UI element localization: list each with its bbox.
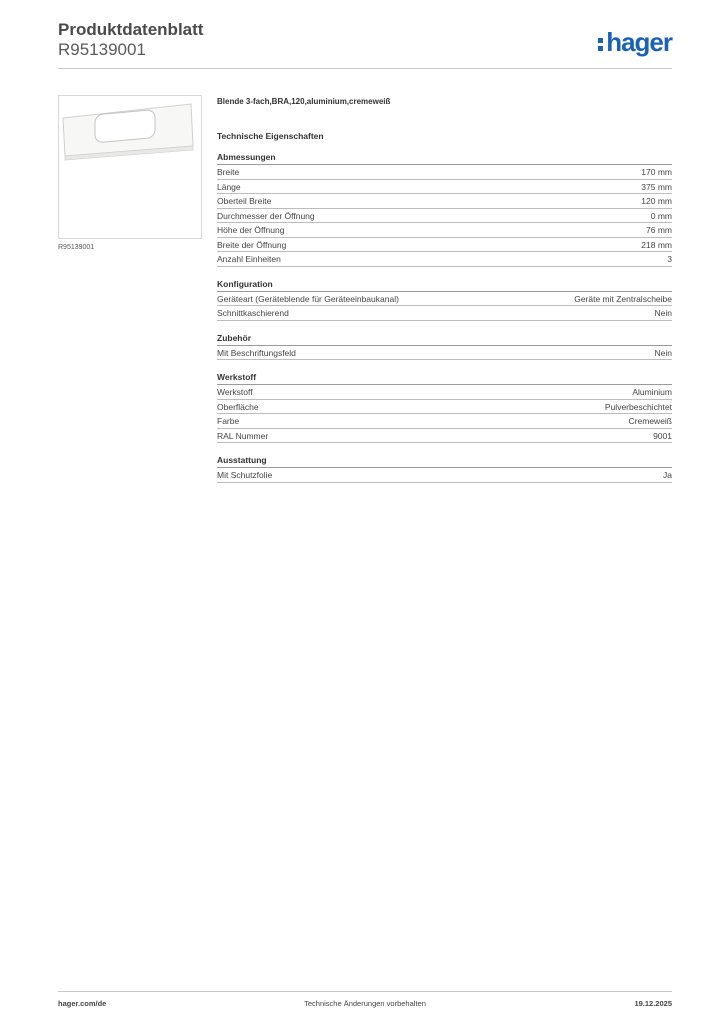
property-value: 9001 [653,430,672,441]
group-heading: Konfiguration [217,277,672,292]
property-value: 0 mm [650,210,672,221]
property-value: 3 [667,254,672,264]
property-row [217,400,672,415]
hager-logo [598,28,672,56]
property-value: 76 mm [646,225,672,235]
property-row [217,209,672,224]
property-row [217,223,672,238]
image-caption: R95139001 [58,244,95,251]
property-value: Nein [654,308,672,318]
document-title: Produktdatenblatt [58,20,204,39]
property-row [217,252,672,267]
property-value: 375 mm [641,181,672,192]
footer-disclaimer: Technische Änderungen vorbehalten [304,999,426,1008]
property-label: RAL Nummer [217,430,269,441]
product-title: Blende 3-fach,BRA,120,aluminium,cremeweiß [217,97,391,106]
property-label: Geräteart (Geräteblende für Geräteeinbaukanal) [217,293,399,304]
property-groups [217,150,672,483]
property-label: Oberfläche [217,401,259,412]
product-image [58,95,202,239]
property-row [217,165,672,180]
cover-plate-illustration [59,96,201,238]
property-row [217,306,672,321]
property-value: Cremeweiß [628,416,672,426]
footer-divider [58,991,672,992]
property-value: Pulverbeschichtet [604,401,672,412]
group-heading: Zubehör [217,331,672,346]
property-label: Breite [217,167,240,177]
property-row [217,429,672,444]
product-number: R95139001 [58,40,146,59]
property-group [217,331,672,361]
property-label: Durchmesser der Öffnung [217,210,315,221]
section-heading: Technische Eigenschaften [217,131,324,141]
property-value: 120 mm [641,196,672,206]
property-value: Geräte mit Zentralscheibe [574,293,672,304]
property-label: Anzahl Einheiten [217,254,281,264]
property-label: Mit Beschriftungsfeld [217,347,296,358]
property-group [217,370,672,443]
logo-dots-icon [598,35,604,54]
property-value: Ja [663,470,672,480]
property-row [217,194,672,209]
property-label: Schnittkaschierend [217,308,289,318]
property-value: 170 mm [641,167,672,177]
property-label: Länge [217,181,241,192]
property-label: Mit Schutzfolie [217,470,273,480]
property-row [217,180,672,195]
property-group [217,277,672,321]
property-value: Aluminium [632,387,672,397]
group-heading: Abmessungen [217,150,672,165]
logo-text: hager [606,27,672,57]
header-divider [58,68,672,69]
property-row [217,238,672,253]
property-row [217,346,672,361]
property-label: Oberteil Breite [217,196,272,206]
footer-date: 19.12.2025 [634,999,672,1008]
property-row [217,468,672,483]
footer-website[interactable]: hager.com/de [58,999,107,1008]
product-details [217,96,672,483]
property-label: Werkstoff [217,387,253,397]
document-header [58,20,203,60]
property-value: Nein [654,347,672,358]
property-row [217,385,672,400]
property-label: Höhe der Öffnung [217,225,285,235]
property-label: Farbe [217,416,240,426]
property-group [217,150,672,267]
property-row [217,414,672,429]
property-group [217,453,672,483]
group-heading: Ausstattung [217,453,672,468]
property-value: 218 mm [641,239,672,250]
property-label: Breite der Öffnung [217,239,287,250]
property-row [217,292,672,307]
group-heading: Werkstoff [217,370,672,385]
